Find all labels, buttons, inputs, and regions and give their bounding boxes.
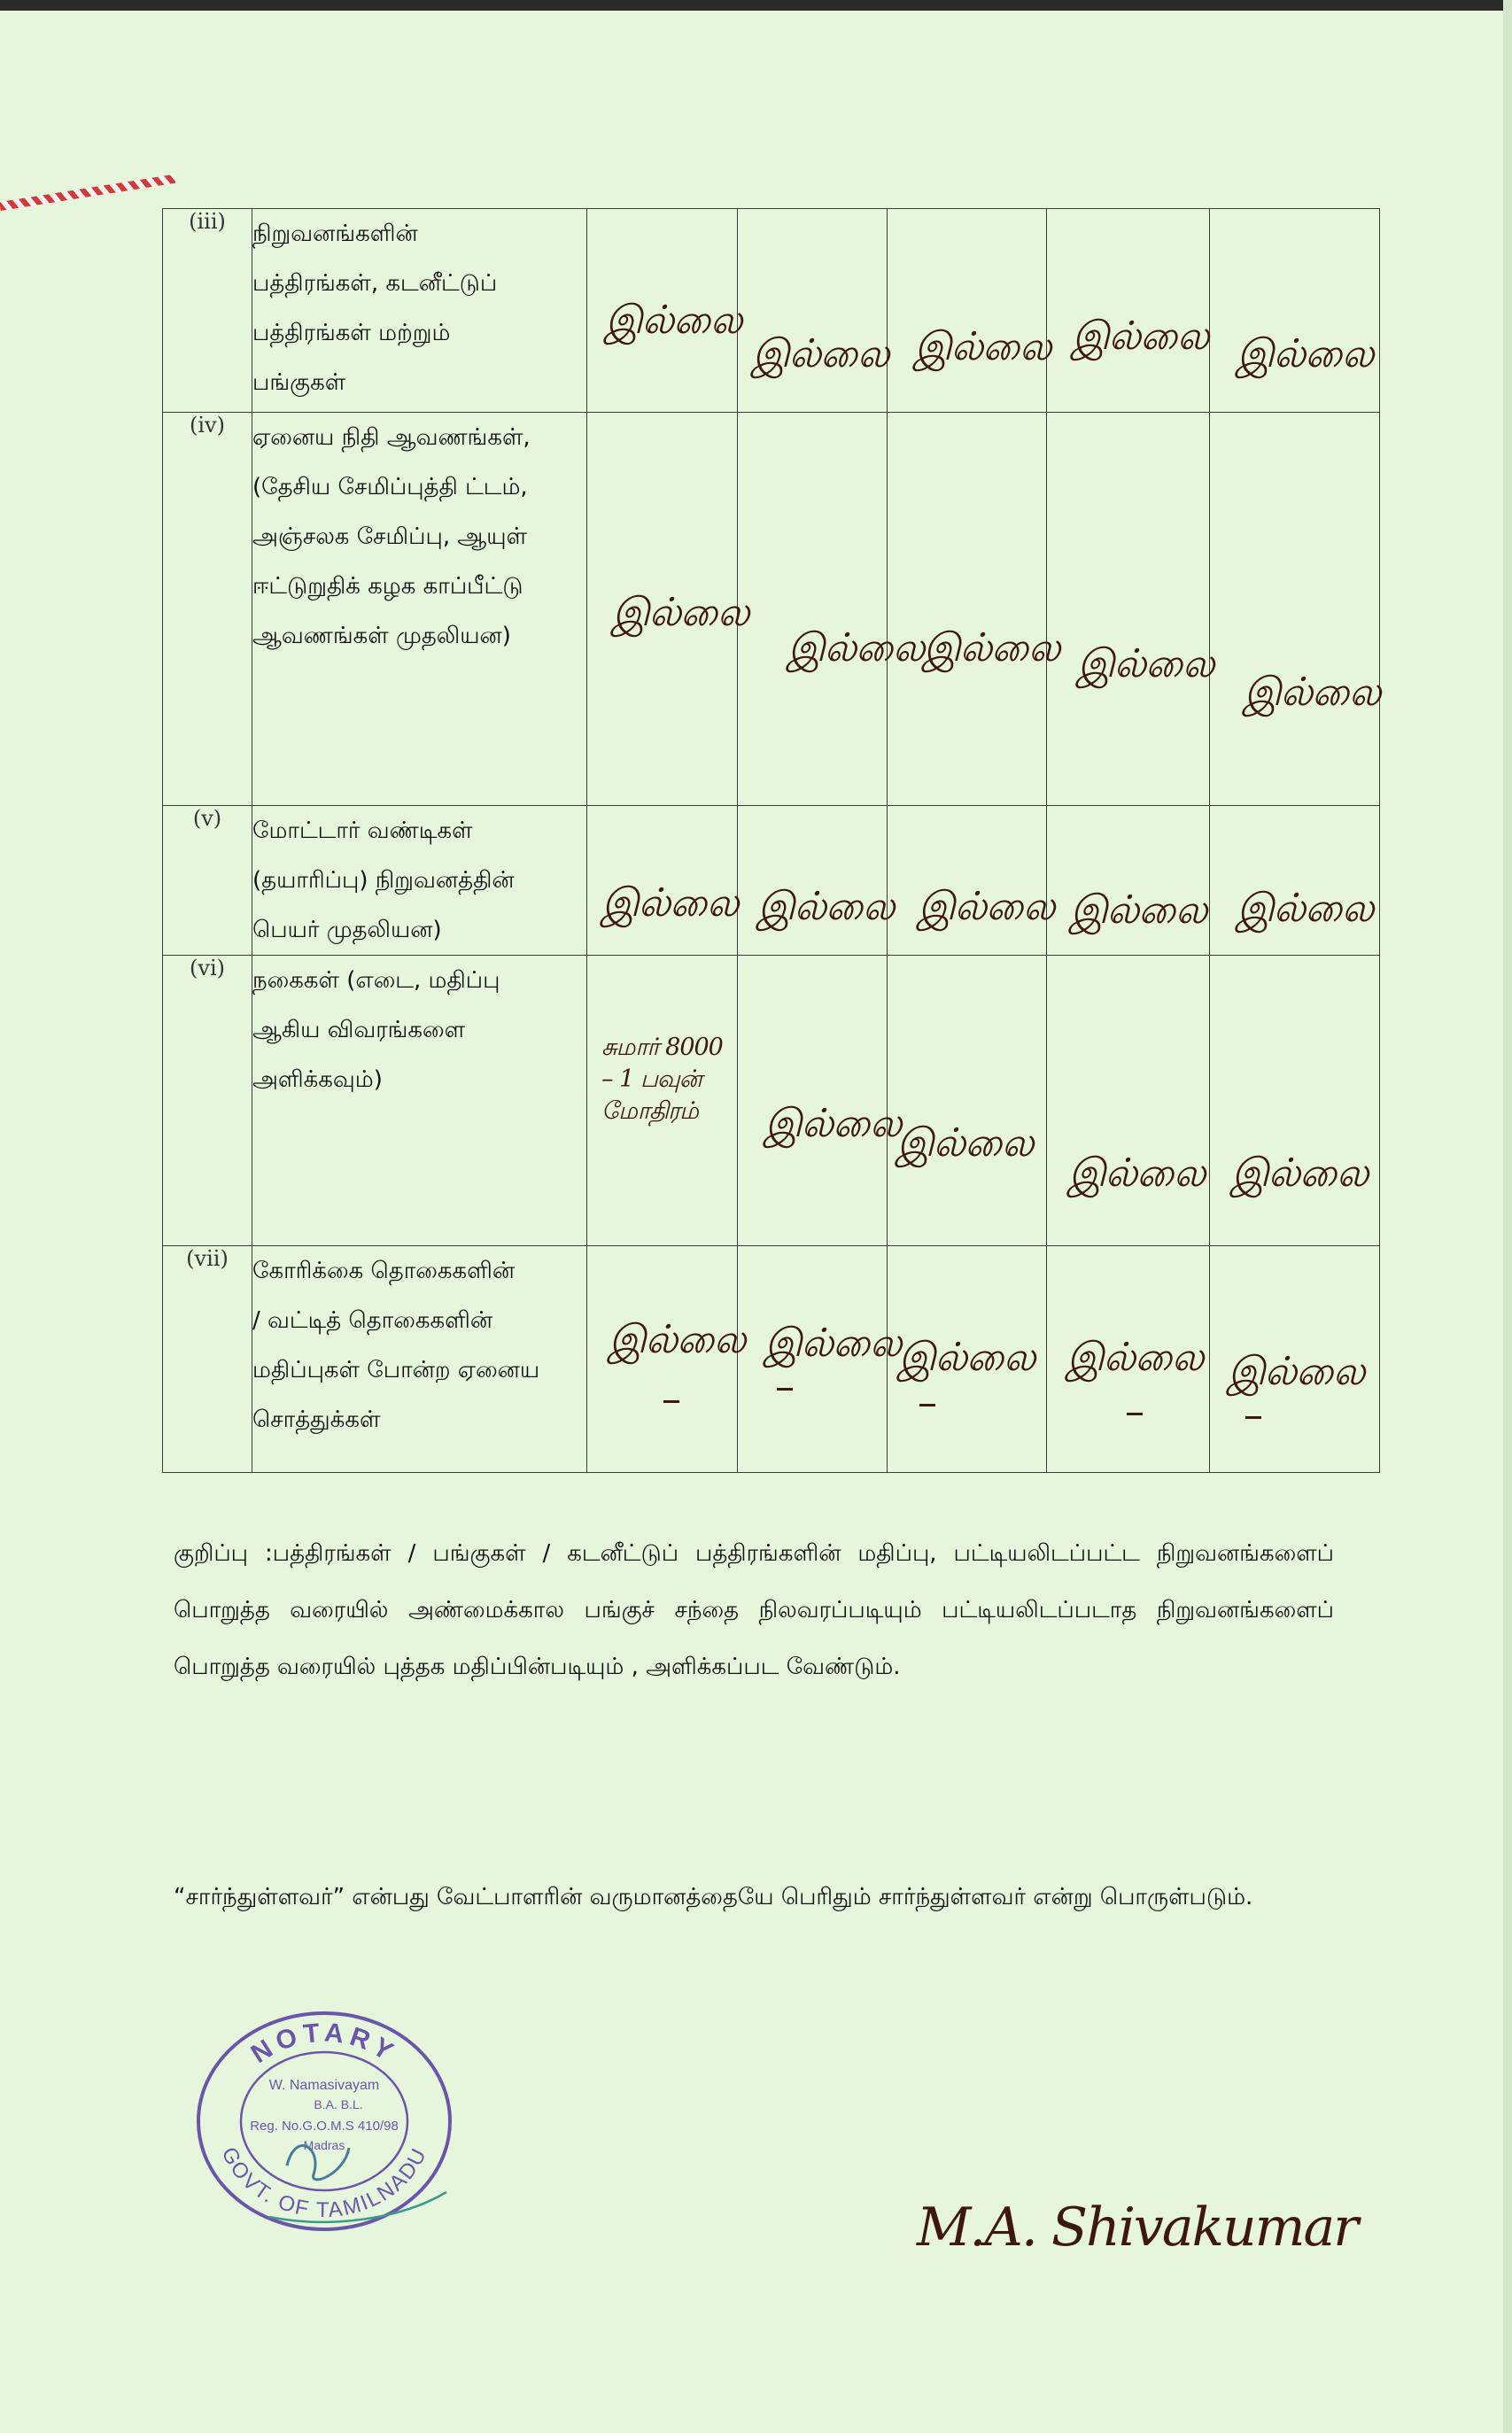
entry-cell [1047,209,1210,413]
handwritten-entry: இல்லை [898,1335,1035,1380]
row-number: (iv) [163,413,252,806]
handwritten-entry: இல்லை [923,625,1060,670]
handwritten-entry: இல்லை [601,880,739,926]
table-row [163,209,1380,413]
page-right-edge [1503,0,1512,2433]
handwritten-entry: இல்லை [612,590,749,635]
asset-description: கோரிக்கை தொகைகளின் / வட்டித் தொகைகளின் மதிப்புகள் போன்ற ஏனைய சொத்துக்கள் [252,1246,587,1473]
entry-cell [738,956,902,1246]
seal-top-text: NOTARY [245,2018,403,2070]
entry-cell [1047,1246,1210,1473]
handwritten-entry: இல்லை [757,884,895,929]
svg-text:GOVT. OF TAMILNADU [216,2143,431,2222]
table-row [163,1246,1380,1473]
entry-cell [888,209,1051,413]
entry-cell [1047,956,1210,1246]
entry-cell [1047,806,1210,956]
handwritten-entry: இல்லை [1237,886,1374,931]
handwritten-entry: இல்லை [1068,1151,1206,1196]
handwritten-entry: இல்லை [896,1120,1034,1166]
asset-description: ஏனைய நிதி ஆவணங்கள், (தேசிய சேமிப்புத்தி ட்டம், அஞ்சலக சேமிப்பு, ஆயுள் ஈட்டுறுதிக் கழக காப்பீட்டு ஆவணங்கள் முதலியன) [252,413,587,806]
notary-seal [190,1997,459,2231]
seal-reg: Reg. No.G.O.M.S 410/98 [250,2119,399,2134]
entry-cell [738,806,895,956]
handwritten-entry: இல்லை [1231,1151,1369,1196]
seal-degree: B.A. B.L. [314,2097,363,2111]
handwritten-entry: இல்லை [1237,331,1374,376]
handwritten-entry: இல்லை [1070,887,1207,933]
entry-cell [587,956,738,1246]
assets-table [162,208,1380,1473]
dash-mark [663,1400,679,1403]
seal-place: Madras [303,2138,345,2152]
entry-cell [738,413,925,806]
entry-cell [1210,806,1380,956]
entry-cell [587,209,742,413]
dash-mark [1127,1413,1143,1415]
seal-bottom-text: GOVT. OF TAMILNADU [216,2143,432,2223]
note-paragraph: குறிப்பு :பத்திரங்கள் / பங்குகள் / கடனீட்டுப் பத்திரங்களின் மதிப்பு, பட்டியலிடப்பட்ட நிறுவனங்களைப் பொறுத்த வரையில் அண்மைக்கால பங்குச் சந்தை நிலவரப்படியும் பட்டியலிடப்படாத நிறுவனங்களைப் பொறுத்த வரையில் புத்தக மதிப்பின்படியும் , அளிக்கப்பட வேண்டும். [174,1540,1334,1680]
handwritten-entry: இல்லை [1066,1335,1204,1380]
entry-cell [587,413,749,806]
dash-mark [919,1404,935,1406]
row-number: (v) [163,806,252,956]
handwritten-entry: சுமார் 8000 – 1 பவுன் மோதிரம் [601,1034,723,1125]
entry-cell [888,806,1055,956]
row-number: (iii) [163,209,252,413]
row-number: (vii) [163,1246,252,1473]
entry-cell [1210,413,1380,806]
entry-cell [1210,956,1380,1246]
handwritten-entry: இல்லை [918,884,1055,929]
row-number: (vi) [163,956,252,1246]
handwritten-entry: இல்லை [609,1317,746,1362]
dash-mark [777,1388,793,1391]
handwritten-entry: இல்லை [752,331,889,376]
scan-top-edge [0,0,1512,11]
entry-cell [738,209,888,413]
entry-cell [738,1246,902,1473]
handwritten-entry: இல்லை [787,625,925,670]
handwritten-entry: இல்லை [764,1321,902,1366]
handwritten-entry: இல்லை [1244,670,1381,715]
entry-cell [587,806,738,956]
handwritten-entry: இல்லை [605,298,742,343]
asset-description: நிறுவனங்களின் பத்திரங்கள், கடனீட்டுப் பத்திரங்கள் மற்றும் பங்குகள் [252,209,587,413]
asset-description: மோட்டார் வண்டிகள் (தயாரிப்பு) நிறுவனத்தின் பெயர் முதலியன) [252,806,587,956]
handwritten-entry: இல்லை [1228,1349,1365,1394]
table-row [163,806,1380,956]
entry-cell [888,413,1060,806]
table-row [163,956,1380,1246]
entry-cell [1210,209,1380,413]
entry-cell [1047,413,1214,806]
seal-name: W. Namasivayam [268,2078,380,2093]
definition-paragraph: “சார்ந்துள்ளவர்” என்பது வேட்பாளரின் வருமானத்தையே பெரிதும் சார்ந்துள்ளவர் என்று பொருள்படும். [174,1884,1253,1910]
handwritten-entry: இல்லை [1077,641,1214,686]
binding-thread [0,174,175,211]
signature: M.A. Shivakumar [917,2197,1357,2259]
handwritten-entry: இல்லை [764,1101,902,1146]
asset-description: நகைகள் (எடை, மதிப்பு ஆகிய விவரங்களை அளிக்கவும்) [252,956,587,1246]
dash-mark [1245,1416,1261,1419]
entry-cell [1210,1246,1380,1473]
handwritten-entry: இல்லை [914,324,1051,369]
table-row [163,413,1380,806]
entry-cell [587,1246,746,1473]
entry-cell [888,1246,1047,1473]
entry-cell [888,956,1047,1246]
handwritten-entry: இல்லை [1072,314,1209,359]
